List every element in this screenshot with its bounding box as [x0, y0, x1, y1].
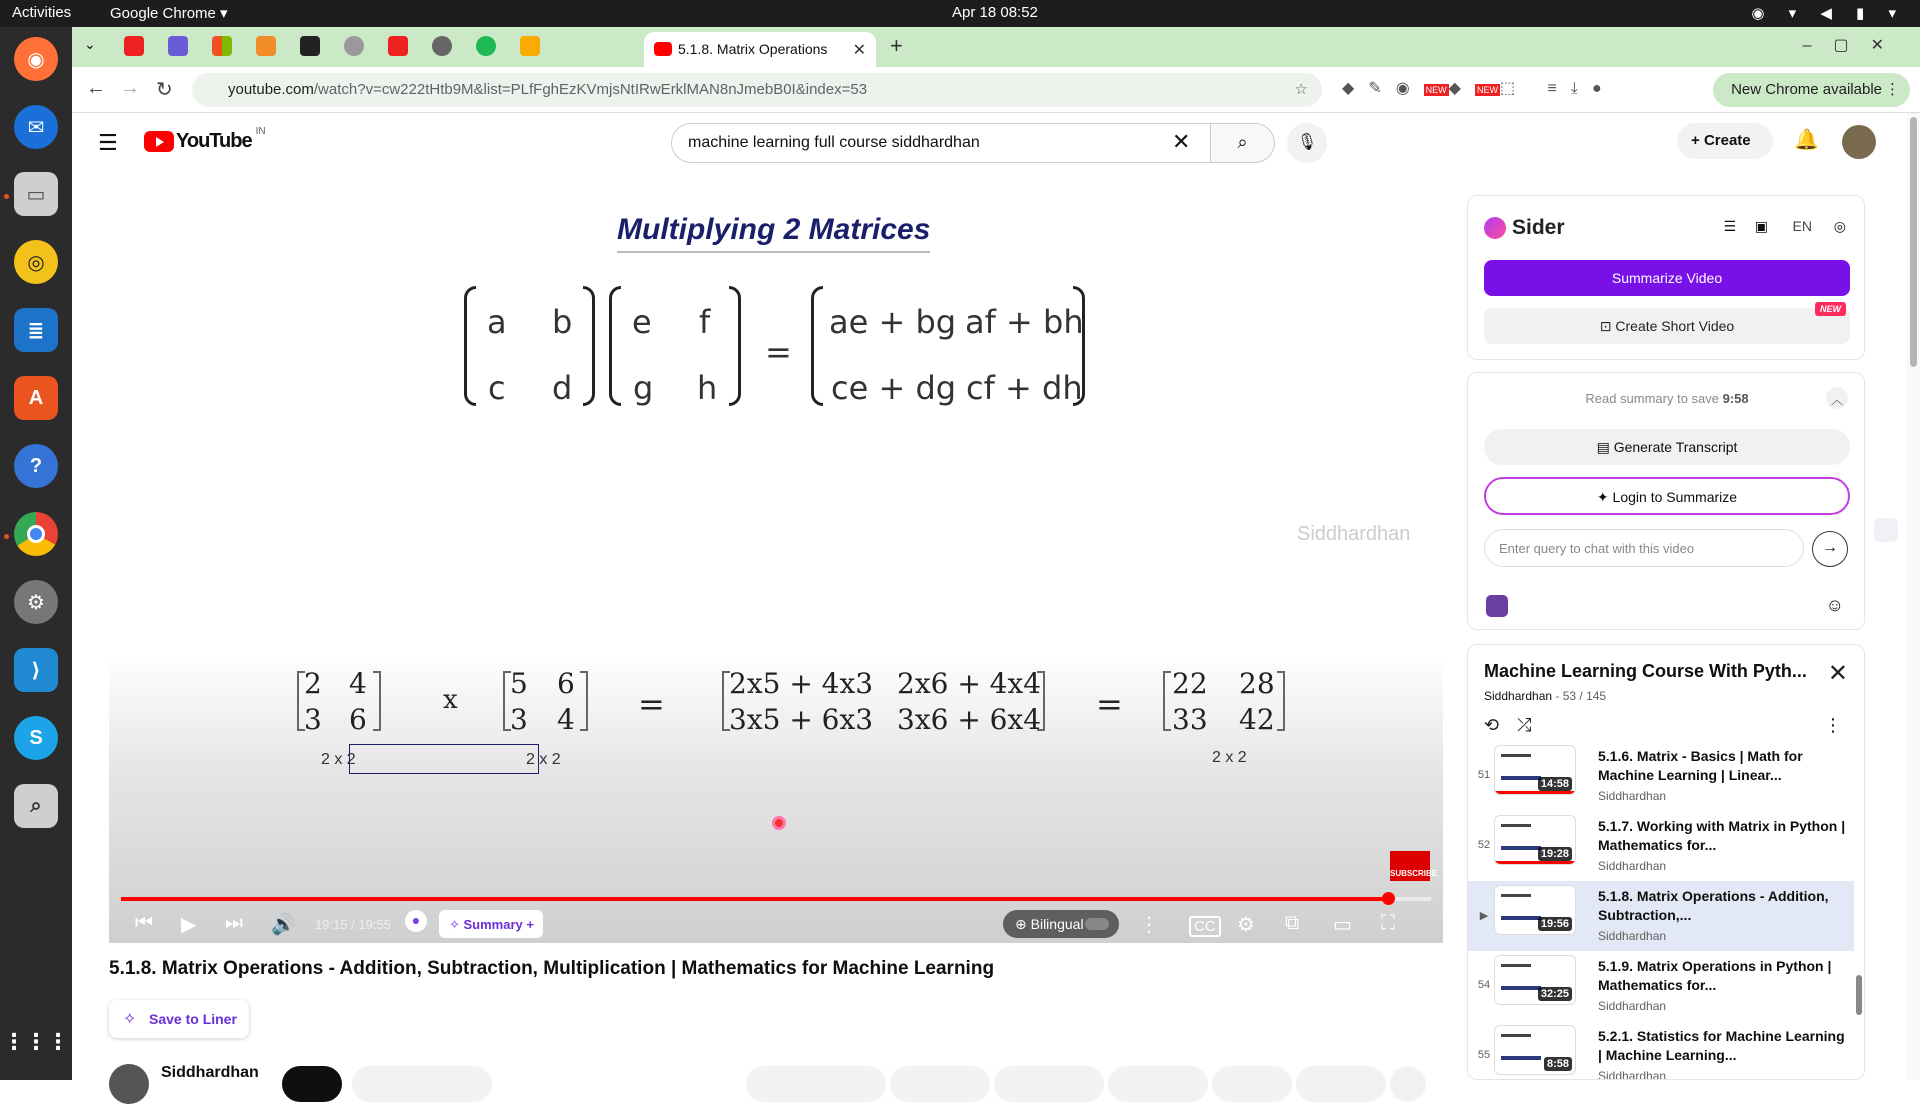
- summary-button[interactable]: ✧ Summary +: [439, 910, 543, 938]
- toggle-switch[interactable]: [1085, 918, 1109, 930]
- playlist-item-duration: 19:56: [1538, 917, 1572, 931]
- sider-logo: [1484, 216, 1565, 240]
- user-icon[interactable]: ☺: [1825, 595, 1844, 615]
- summary-label: Summary +: [463, 917, 534, 932]
- new-chrome-label: New Chrome available: [1731, 81, 1882, 98]
- new-tab-button[interactable]: +: [890, 33, 903, 58]
- clip-button[interactable]: [1212, 1066, 1292, 1102]
- like-button[interactable]: [746, 1066, 886, 1102]
- times-sign: x: [443, 685, 458, 715]
- create-label: Create: [1703, 132, 1751, 149]
- channel-avatar[interactable]: [109, 1064, 149, 1104]
- playlist-item-thumbnail[interactable]: [1494, 745, 1576, 795]
- matrix-bracket: [583, 286, 595, 406]
- tab-docs-icon[interactable]: [168, 36, 188, 56]
- bilingual-label: Bilingual: [1030, 916, 1084, 932]
- page-scroll-thumb[interactable]: [1910, 117, 1917, 367]
- watched-bar: [1495, 791, 1575, 794]
- read-summary-note: [1468, 391, 1866, 406]
- example-a-cell: 2: [304, 667, 322, 700]
- back-icon[interactable]: ←: [86, 77, 106, 99]
- previous-icon[interactable]: ⏮: [135, 912, 153, 934]
- result-cell: ae + bg: [829, 303, 957, 341]
- collapse-chevron-icon[interactable]: ︿: [1826, 387, 1848, 409]
- example-mid-cell: 3x6 + 6x4: [897, 703, 1042, 736]
- system-clock[interactable]: Apr 18 08:52: [952, 4, 1038, 21]
- sider-summary-panel: [1467, 372, 1865, 630]
- join-button[interactable]: [282, 1066, 342, 1102]
- summarize-video-button[interactable]: Summarize Video: [1484, 260, 1850, 296]
- login-to-summarize-button[interactable]: ✦ Login to Summarize: [1484, 477, 1850, 515]
- thunderbird-icon[interactable]: ✉: [14, 105, 58, 149]
- playlist-item-index: 54: [1477, 979, 1491, 991]
- youtube-logo[interactable]: [144, 126, 266, 153]
- matrix-bracket: [1073, 286, 1085, 406]
- search-input[interactable]: machine learning full course siddhardhan: [671, 123, 1211, 163]
- playlist-item[interactable]: [1468, 741, 1854, 811]
- target-icon[interactable]: ◎: [1833, 218, 1846, 234]
- chrome-tab-strip: [72, 27, 1920, 67]
- miniplayer-icon[interactable]: ⧉: [1285, 912, 1300, 934]
- youtube-wordmark: YouTube: [176, 130, 252, 152]
- channel-name[interactable]: Siddhardhan: [161, 1064, 259, 1081]
- playlist-item-index: 51: [1477, 769, 1491, 781]
- system-tray[interactable]: ◉ ▾ ◀ ▮ ▾: [1751, 5, 1906, 22]
- new-chrome-available-button[interactable]: [1713, 73, 1910, 107]
- list-view-icon[interactable]: ☰: [1723, 218, 1736, 234]
- playlist-item-title: 5.2.1. Statistics for Machine Learning | Machine Learning...: [1598, 1028, 1845, 1063]
- new-badge: NEW: [1815, 302, 1846, 316]
- youtube-favicon-icon: [654, 42, 672, 56]
- dimension-label: 2 x 2: [526, 751, 561, 768]
- example-b-cell: 5: [510, 667, 528, 700]
- generate-transcript-button[interactable]: ▤ Generate Transcript: [1484, 429, 1850, 465]
- matrix-bracket: [729, 286, 741, 406]
- playlist-scrollbar[interactable]: [1856, 975, 1862, 1015]
- example-result-cell: 33: [1172, 703, 1208, 736]
- playlist-item[interactable]: [1468, 811, 1854, 881]
- search-app-icon[interactable]: ⌕: [14, 784, 58, 828]
- loop-shuffle-controls[interactable]: ⟲⤮: [1484, 715, 1550, 735]
- playlist-item-title: 5.1.7. Working with Matrix in Python | Mathematics for...: [1598, 818, 1846, 853]
- playlist-position: - 53 / 145: [1552, 689, 1607, 703]
- video-player[interactable]: [109, 173, 1443, 943]
- highlight-box: [349, 744, 539, 774]
- download-button[interactable]: [994, 1066, 1104, 1102]
- tab-aws-icon[interactable]: [300, 36, 320, 56]
- playlist-subtitle: [1484, 689, 1606, 703]
- address-path: /watch?v=cw222tHtb9M&list=PLfFghEzKVmjsNtIRwErklMAN8nJmebB0I&index=53: [313, 81, 868, 98]
- tab-youtube2-icon[interactable]: [388, 36, 408, 56]
- save-button[interactable]: [1296, 1066, 1386, 1102]
- result-cell: cf + dh: [966, 369, 1083, 407]
- location-pin-icon[interactable]: ●: [405, 910, 427, 932]
- playlist-item-thumbnail[interactable]: [1494, 885, 1576, 935]
- playlist-item-thumbnail[interactable]: [1494, 815, 1576, 865]
- subscribe-button[interactable]: [352, 1066, 492, 1102]
- sider-mini-icon[interactable]: [1486, 595, 1508, 617]
- tab-microsoft-icon[interactable]: [212, 36, 232, 56]
- clear-search-icon[interactable]: ✕: [1172, 129, 1191, 154]
- help-icon[interactable]: ?: [14, 444, 58, 488]
- thanks-button[interactable]: [1108, 1066, 1208, 1102]
- bilingual-toggle[interactable]: ⊕ Bilingual: [1003, 910, 1119, 938]
- playlist-item-duration: 32:25: [1538, 987, 1572, 1001]
- chrome-icon[interactable]: [14, 512, 58, 556]
- matrix-bracket: [609, 286, 621, 406]
- example-bracket: [580, 671, 588, 731]
- tab-globe-icon[interactable]: [344, 36, 364, 56]
- playlist-item-channel: Siddhardhan: [1598, 789, 1667, 803]
- active-tab[interactable]: [644, 32, 876, 67]
- search-button[interactable]: [1211, 123, 1275, 163]
- vscode-icon[interactable]: ⟩: [14, 648, 58, 692]
- dimension-label: 2 x 2: [1212, 749, 1247, 766]
- channel-row: [109, 1060, 1439, 1080]
- playlist-item-channel: Siddhardhan: [1598, 1069, 1667, 1080]
- result-cell: af + bh: [965, 303, 1084, 341]
- tab-colab-icon[interactable]: [520, 36, 540, 56]
- activities-button[interactable]: Activities: [12, 4, 72, 21]
- short-video-label: Create Short Video: [1615, 318, 1735, 334]
- example-b-cell: 4: [557, 703, 575, 736]
- skype-icon[interactable]: S: [14, 716, 58, 760]
- example-a-cell: 6: [349, 703, 367, 736]
- system-top-bar: [0, 0, 1920, 27]
- save-liner-label: Save to Liner: [149, 1011, 237, 1027]
- playlist-item-index: ▶: [1479, 910, 1489, 922]
- matrix-a-cell: d: [552, 369, 573, 407]
- liner-icon: ✧: [123, 1011, 137, 1028]
- example-bracket: [1163, 671, 1171, 731]
- play-icon[interactable]: ▶: [181, 914, 197, 936]
- close-tab-icon[interactable]: ✕: [852, 42, 866, 59]
- playlist-item-channel: Siddhardhan: [1598, 999, 1667, 1013]
- matrix-b-cell: h: [697, 369, 718, 407]
- new-badge-2: NEW: [1476, 85, 1498, 95]
- example-result-cell: 42: [1239, 703, 1275, 736]
- reload-icon[interactable]: ↻: [156, 79, 173, 101]
- window-controls[interactable]: –▢✕: [1802, 37, 1906, 54]
- example-bracket: [1277, 671, 1285, 731]
- close-playlist-icon[interactable]: ✕: [1827, 660, 1848, 687]
- send-arrow-icon[interactable]: →: [1812, 531, 1848, 567]
- playlist-item-title: 5.1.8. Matrix Operations - Addition, Subtraction,...: [1598, 888, 1829, 923]
- extensions-row[interactable]: ◆✎◉ NEW ◆ NEW ⬚ ≡⤓●: [1342, 80, 1616, 97]
- save-to-liner-button[interactable]: [109, 1000, 249, 1038]
- voice-search-button[interactable]: [1287, 123, 1327, 163]
- tab-openai-icon[interactable]: [432, 36, 452, 56]
- subscribe-watermark[interactable]: SUBSCRIBE: [1390, 851, 1430, 881]
- new-badge: NEW: [1425, 85, 1447, 95]
- playlist-item-index: 52: [1477, 839, 1491, 851]
- more-options-icon[interactable]: ⋮: [1139, 914, 1159, 936]
- tab-youtube-icon[interactable]: [124, 36, 144, 56]
- login-label: Login to Summarize: [1612, 489, 1738, 505]
- page-scrollbar[interactable]: [1907, 113, 1920, 1080]
- playlist-item[interactable]: [1468, 881, 1854, 951]
- create-button[interactable]: + Create: [1677, 123, 1773, 159]
- matrix-a-cell: b: [552, 303, 573, 341]
- tab-search-icon[interactable]: ⌄: [84, 36, 96, 52]
- address-host: youtube.com: [228, 81, 314, 98]
- firefox-icon[interactable]: ◉: [14, 37, 58, 81]
- example-result-cell: 28: [1239, 667, 1275, 700]
- playlist-item[interactable]: [1468, 1021, 1854, 1080]
- matrix-b-cell: f: [699, 303, 711, 341]
- more-actions-button[interactable]: [1390, 1066, 1426, 1102]
- watched-bar: [1495, 861, 1575, 864]
- microphone-icon: 🎙: [1296, 134, 1318, 151]
- progress-bar[interactable]: [121, 897, 1431, 901]
- country-code: IN: [255, 126, 266, 137]
- example-bracket: [1037, 671, 1045, 731]
- playlist-item[interactable]: [1468, 951, 1854, 1021]
- equals-sign: =: [765, 333, 792, 371]
- bookmark-star-icon[interactable]: ☆: [1294, 81, 1308, 98]
- playlist-channel[interactable]: Siddhardhan: [1484, 689, 1553, 703]
- progress-scrubber[interactable]: [1382, 892, 1395, 905]
- cursor-dot: [772, 816, 786, 830]
- watermark: Siddhardhan: [1297, 523, 1411, 545]
- example-a-cell: 3: [304, 703, 322, 736]
- tab-box-icon[interactable]: [256, 36, 276, 56]
- progress-fill: [121, 897, 1388, 901]
- youtube-header: [72, 113, 1902, 173]
- chat-input[interactable]: Enter query to chat with this video: [1484, 529, 1804, 567]
- share-button[interactable]: [890, 1066, 990, 1102]
- player-controls: [109, 908, 1443, 943]
- files-icon[interactable]: ▭: [14, 172, 58, 216]
- notifications-bell-icon[interactable]: 🔔: [1794, 129, 1819, 151]
- example-mid-cell: 2x6 + 4x4: [897, 667, 1042, 700]
- equals-sign: =: [638, 685, 665, 723]
- playlist-item-duration: 14:58: [1538, 777, 1572, 791]
- playlist-item-duration: 19:28: [1538, 847, 1572, 861]
- example-bracket: [373, 671, 381, 731]
- youtube-play-icon: [144, 131, 174, 152]
- playlist-item-duration: 8:58: [1544, 1057, 1572, 1071]
- search-icon: ⌕: [1237, 132, 1248, 152]
- transcript-label: Generate Transcript: [1613, 439, 1738, 455]
- address-bar[interactable]: [192, 73, 1322, 107]
- time-display: 19:15 / 19:55: [315, 917, 391, 932]
- playlist-more-icon[interactable]: ⋮: [1824, 715, 1842, 735]
- example-result-cell: 22: [1172, 667, 1208, 700]
- example-b-cell: 6: [557, 667, 575, 700]
- writer-icon[interactable]: ≣: [14, 308, 58, 352]
- matrix-b-cell: e: [632, 303, 652, 341]
- playlist-panel: [1467, 644, 1865, 1080]
- sider-panel: [1467, 195, 1865, 360]
- chrome-menu-icon[interactable]: ⋮: [1885, 81, 1900, 98]
- active-tab-title: 5.1.8. Matrix Operations: [678, 41, 828, 57]
- dock: [0, 27, 72, 1080]
- matrix-a-cell: a: [487, 303, 507, 341]
- tab-spotify-icon[interactable]: [476, 36, 496, 56]
- matrix-bracket: [811, 286, 823, 406]
- rhythmbox-icon[interactable]: ◎: [14, 240, 58, 284]
- example-b-cell: 3: [510, 703, 528, 736]
- volume-icon[interactable]: 🔊: [271, 914, 296, 936]
- example-a-cell: 4: [349, 667, 367, 700]
- show-apps-icon[interactable]: ⋮⋮⋮: [3, 1029, 69, 1054]
- read-note-time: 9:58: [1722, 391, 1749, 406]
- playlist-item-thumbnail[interactable]: [1494, 955, 1576, 1005]
- result-cell: ce + dg: [831, 369, 957, 407]
- dimension-label: 2 x 2: [321, 751, 356, 768]
- settings-icon[interactable]: ⚙: [14, 580, 58, 624]
- read-note-prefix: Read summary to save: [1585, 391, 1723, 406]
- playlist-item-title: 5.1.6. Matrix - Basics | Math for Machine Learning | Linear...: [1598, 748, 1803, 783]
- playlist-item-index: 55: [1477, 1049, 1491, 1061]
- sider-brain-icon: [1484, 217, 1506, 239]
- captions-icon[interactable]: CC: [1189, 916, 1221, 937]
- slide-title: Multiplying 2 Matrices: [617, 213, 930, 253]
- equals-sign: =: [1096, 685, 1123, 723]
- hamburger-menu-icon[interactable]: ☰: [98, 130, 118, 155]
- matrix-b-cell: g: [633, 369, 654, 407]
- playlist-item-title: 5.1.9. Matrix Operations in Python | Mathematics for...: [1598, 958, 1832, 993]
- create-short-video-button[interactable]: ⊡ Create Short Video: [1484, 308, 1850, 344]
- subtitle-icon[interactable]: ▣: [1754, 218, 1768, 234]
- playlist-item-thumbnail[interactable]: [1494, 1025, 1576, 1075]
- matrix-bracket: [464, 286, 476, 406]
- example-mid-cell: 2x5 + 4x3: [729, 667, 874, 700]
- theater-mode-icon[interactable]: ▭: [1333, 914, 1352, 936]
- app-menu[interactable]: Google Chrome ▾: [110, 5, 228, 22]
- chrome-toolbar: [72, 67, 1920, 113]
- playlist-item-channel: Siddhardhan: [1598, 929, 1667, 943]
- fullscreen-icon[interactable]: ⛶: [1381, 912, 1395, 934]
- avatar[interactable]: [1842, 125, 1876, 159]
- playlist-item-channel: Siddhardhan: [1598, 859, 1667, 873]
- matrix-a-cell: c: [488, 369, 506, 407]
- sider-edge-tab-icon[interactable]: [1874, 518, 1898, 542]
- video-title: 5.1.8. Matrix Operations - Addition, Subtraction, Multiplication | Mathematics for Machine Learning: [109, 958, 995, 979]
- example-mid-cell: 3x5 + 6x3: [729, 703, 874, 736]
- forward-icon[interactable]: →: [120, 77, 140, 99]
- settings-gear-icon[interactable]: ⚙: [1237, 914, 1255, 936]
- next-icon[interactable]: ⏭: [225, 912, 243, 934]
- language-selector[interactable]: EN: [1792, 218, 1812, 234]
- playlist-title[interactable]: Machine Learning Course With Pyth...: [1484, 661, 1807, 681]
- sider-brand: Sider: [1512, 216, 1565, 239]
- app-center-icon[interactable]: A: [14, 376, 58, 420]
